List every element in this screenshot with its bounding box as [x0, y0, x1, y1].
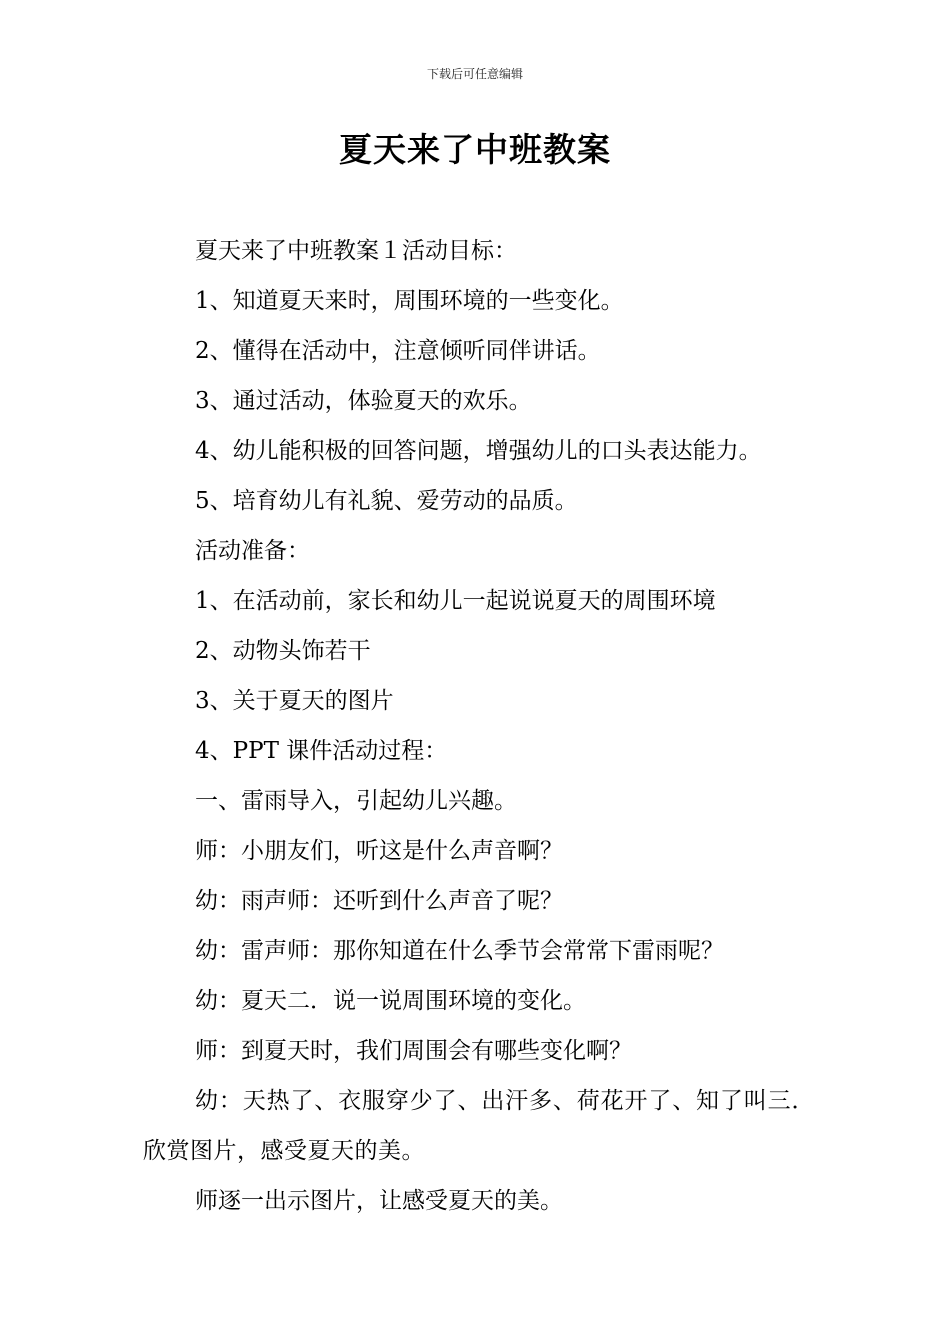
paragraph-objectives-heading: 夏天来了中班教案１活动目标：: [195, 238, 517, 264]
paragraph-objective-2: 2、懂得在活动中，注意倾听同伴讲话。: [195, 338, 601, 364]
paragraph-objective-4: 4、幼儿能积极的回答问题，增强幼儿的口头表达能力。: [195, 438, 762, 464]
paragraph-dialogue-6: 幼：天热了、衣服穿少了、出汗多、荷花开了、知了叫三．欣赏图片，感受夏天的美。: [143, 1088, 815, 1164]
paragraph-objective-1: 1、知道夏天来时，周围环境的一些变化。: [195, 288, 624, 314]
paragraph-objective-5: 5、培育幼儿有礼貌、爱劳动的品质。: [195, 488, 578, 514]
header-note: 下载后可任意编辑: [426, 67, 523, 81]
document-title: 夏天来了中班教案: [339, 130, 611, 169]
paragraph-dialogue-4: 幼：夏天二．说一说周围环境的变化。: [195, 988, 586, 1014]
paragraph-show-pictures: 师逐一出示图片，让感受夏天的美。: [195, 1188, 563, 1214]
paragraph-preparation-heading: 活动准备：: [195, 538, 310, 564]
paragraph-process-step-1: 一、雷雨导入，引起幼儿兴趣。: [195, 788, 517, 814]
paragraph-dialogue-2: 幼：雨声师：还听到什么声音了呢？: [195, 888, 563, 914]
paragraph-preparation-3: 3、关于夏天的图片: [195, 688, 394, 714]
paragraph-dialogue-1: 师：小朋友们，听这是什么声音啊？: [195, 838, 563, 864]
document-body: [143, 226, 815, 1226]
paragraph-objective-3: 3、通过活动，体验夏天的欢乐。: [195, 388, 532, 414]
paragraph-dialogue-5: 师：到夏天时，我们周围会有哪些变化啊？: [195, 1038, 632, 1064]
paragraph-preparation-2: 2、动物头饰若干: [195, 638, 371, 664]
paragraph-dialogue-3: 幼：雷声师：那你知道在什么季节会常常下雷雨呢？: [195, 938, 724, 964]
paragraph-preparation-4: 4、PPT 课件活动过程：: [195, 738, 448, 764]
paragraph-preparation-1: 1、在活动前，家长和幼儿一起说说夏天的周围环境: [195, 588, 716, 614]
